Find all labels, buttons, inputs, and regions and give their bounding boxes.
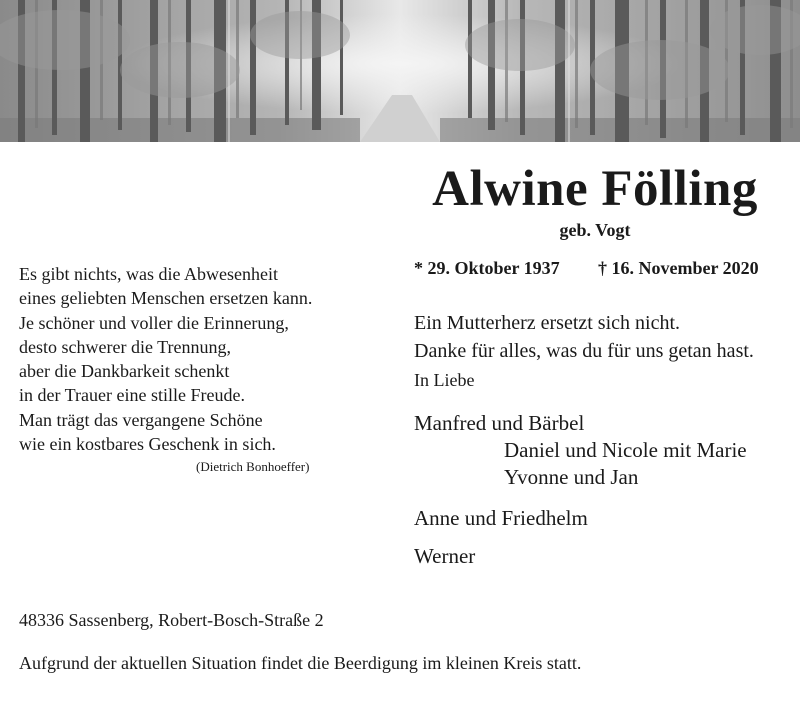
family-member: Anne und Friedhelm — [414, 506, 588, 530]
family-member: Daniel und Nicole mit Marie — [504, 438, 747, 462]
poem-line: wie ein kostbares Geschenk in sich. — [19, 434, 276, 455]
birth-date: * 29. Oktober 1937 — [414, 258, 560, 278]
family-member: Manfred und Bärbel — [414, 411, 585, 435]
message — [414, 309, 754, 365]
message-line-2: Danke für alles, was du für uns getan hast. — [414, 340, 754, 362]
message-line-1: Ein Mutterherz ersetzt sich nicht. — [414, 312, 681, 334]
poem-line: aber die Dankbarkeit schenkt — [19, 361, 230, 382]
deceased-name: Alwine Fölling — [432, 161, 758, 217]
poem-line: desto schwerer die Trennung, — [19, 336, 231, 357]
poem — [19, 262, 312, 456]
misty-forest-banner — [0, 0, 800, 142]
address: 48336 Sassenberg, Robert-Bosch-Straße 2 — [19, 610, 324, 630]
funeral-notice: Aufgrund der aktuellen Situation findet die Beerdigung im kleinen Kreis statt. — [19, 653, 582, 673]
poem-line: Je schöner und voller die Erinnerung, — [19, 312, 289, 333]
family-member: Werner — [414, 544, 476, 568]
death-date: † 16. November 2020 — [598, 258, 759, 278]
poem-line: Es gibt nichts, was die Abwesenheit — [19, 264, 278, 284]
forest-photo — [0, 0, 800, 142]
poem-author: (Dietrich Bonhoeffer) — [196, 459, 310, 474]
family-member: Yvonne und Jan — [504, 465, 639, 489]
in-love-label: In Liebe — [414, 370, 475, 390]
poem-line: Man trägt das vergangene Schöne — [19, 409, 263, 430]
poem-line: eines geliebten Menschen ersetzen kann. — [19, 288, 313, 309]
birth-name: geb. Vogt — [559, 220, 631, 240]
poem-line: in der Trauer eine stille Freude. — [19, 385, 245, 406]
